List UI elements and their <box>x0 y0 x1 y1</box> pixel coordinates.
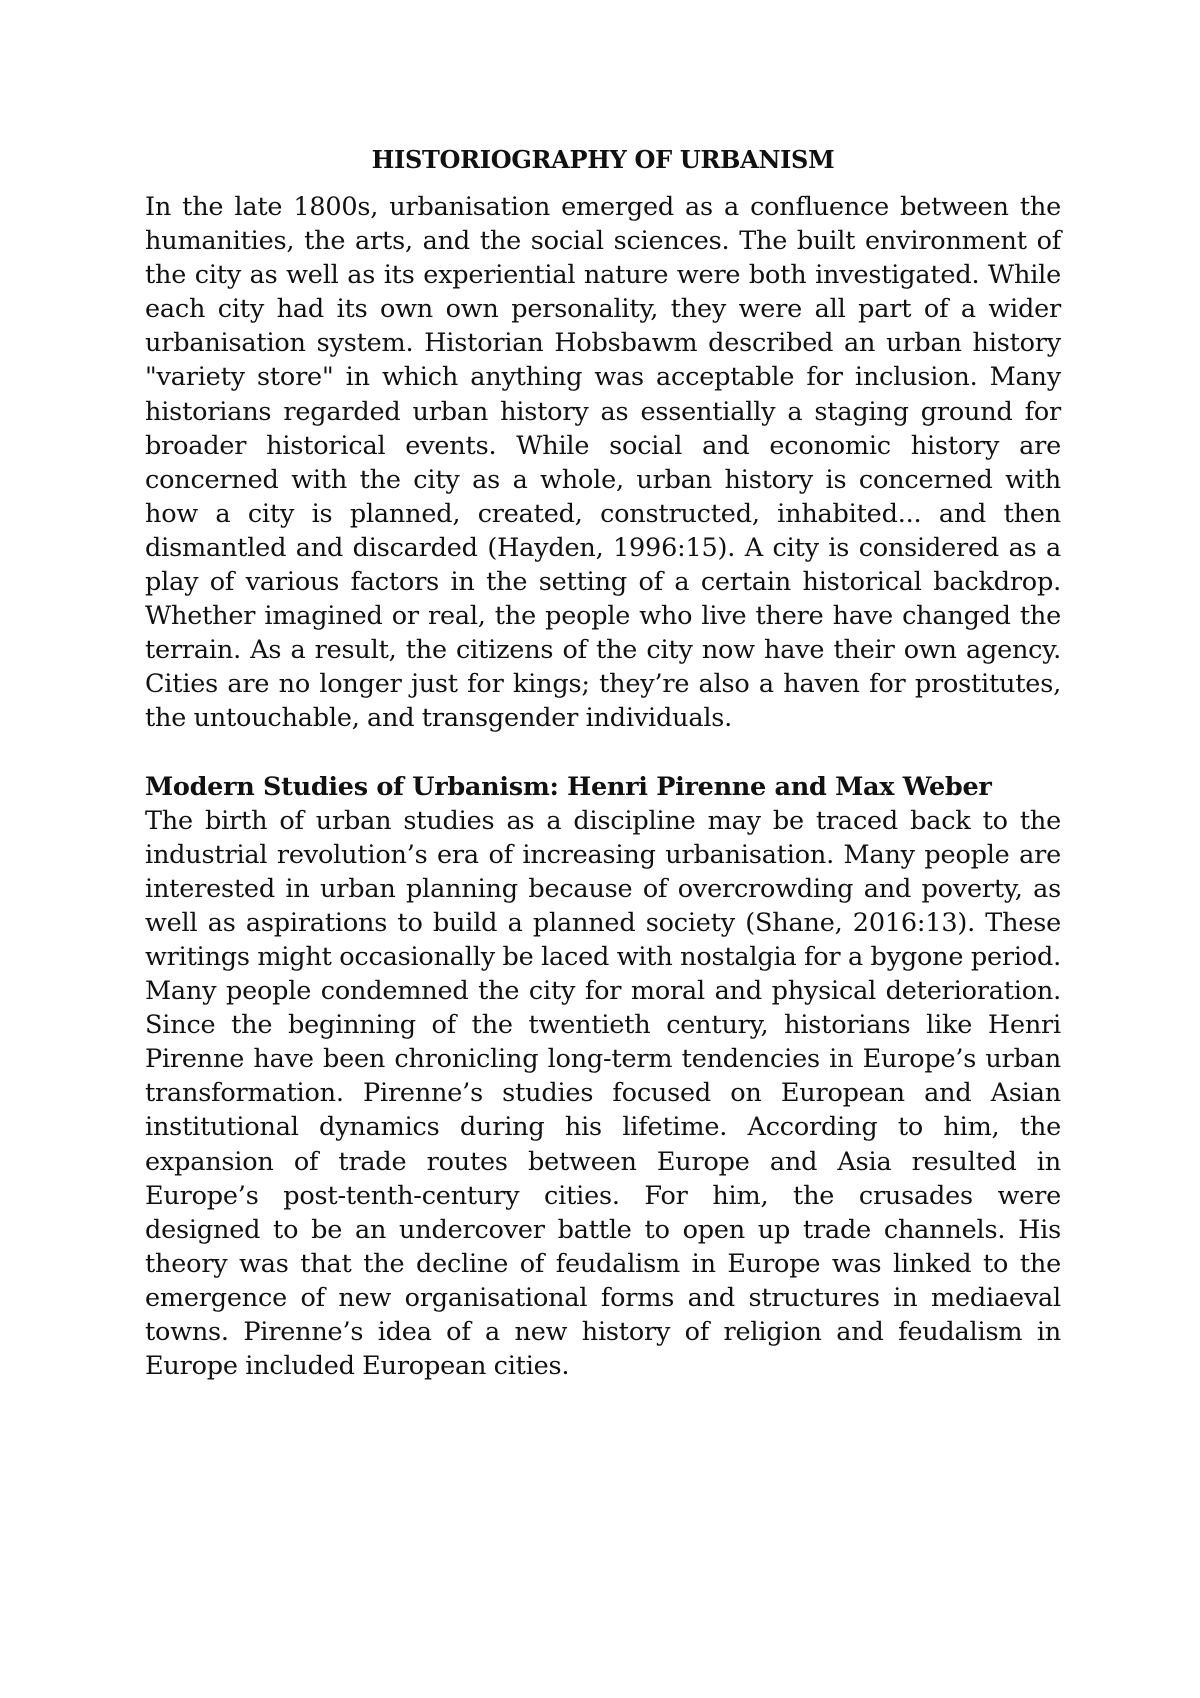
section-paragraph: The birth of urban studies as a discipline may be traced back to the industrial revolution’s era of increasing urbanisation. Many people are interested in urban planning because of overcrowding and poverty, as well as aspirations to build a planned society (Shane, 2016:13). These writings might occasionally be laced with nostalgia for a bygone period. Many people condemned the city for moral and physical deterioration. Since the beginning of the twentieth century, historians like Henri Pirenne have been chronicling long-term tendencies in Europe’s urban transformation. Pirenne’s studies focused on European and Asian institutional dynamics during his lifetime. According to him, the expansion of trade routes between Europe and Asia resulted in Europe’s post-tenth-century cities. For him, the crusades were designed to be an undercover battle to open up trade channels. His theory was that the decline of feudalism in Europe was linked to the emergence of new organisational forms and structures in mediaeval towns. Pirenne’s idea of a new history of religion and feudalism in Europe included European cities. <box>145 805 1061 1382</box>
section-heading: Modern Studies of Urbanism: Henri Pirenne and Max Weber <box>145 771 992 802</box>
intro-paragraph: In the late 1800s, urbanisation emerged as a confluence between the humanities, the arts, and the social sciences. The built environment of the city as well as its experiential nature were both investigated. While each city had its own own personality, they were all part of a wider urbanisation system. Historian Hobsbawm described an urban history "variety store" in which anything was acceptable for inclusion. Many historians regarded urban history as essentially a staging ground for broader historical events. While social and economic history are concerned with the city as a whole, urban history is concerned with how a city is planned, created, constructed, inhabited... and then dismantled and discarded (Hayden, 1996:15). A city is considered as a play of various factors in the setting of a certain historical backdrop. Whether imagined or real, the people who live there have changed the terrain. As a result, the citizens of the city now have their own agency. Cities are no longer just for kings; they’re also a haven for prostitutes, the untouchable, and transgender individuals. <box>145 192 1061 734</box>
document-title: HISTORIOGRAPHY OF URBANISM <box>371 145 835 174</box>
document-page <box>145 140 1061 1383</box>
